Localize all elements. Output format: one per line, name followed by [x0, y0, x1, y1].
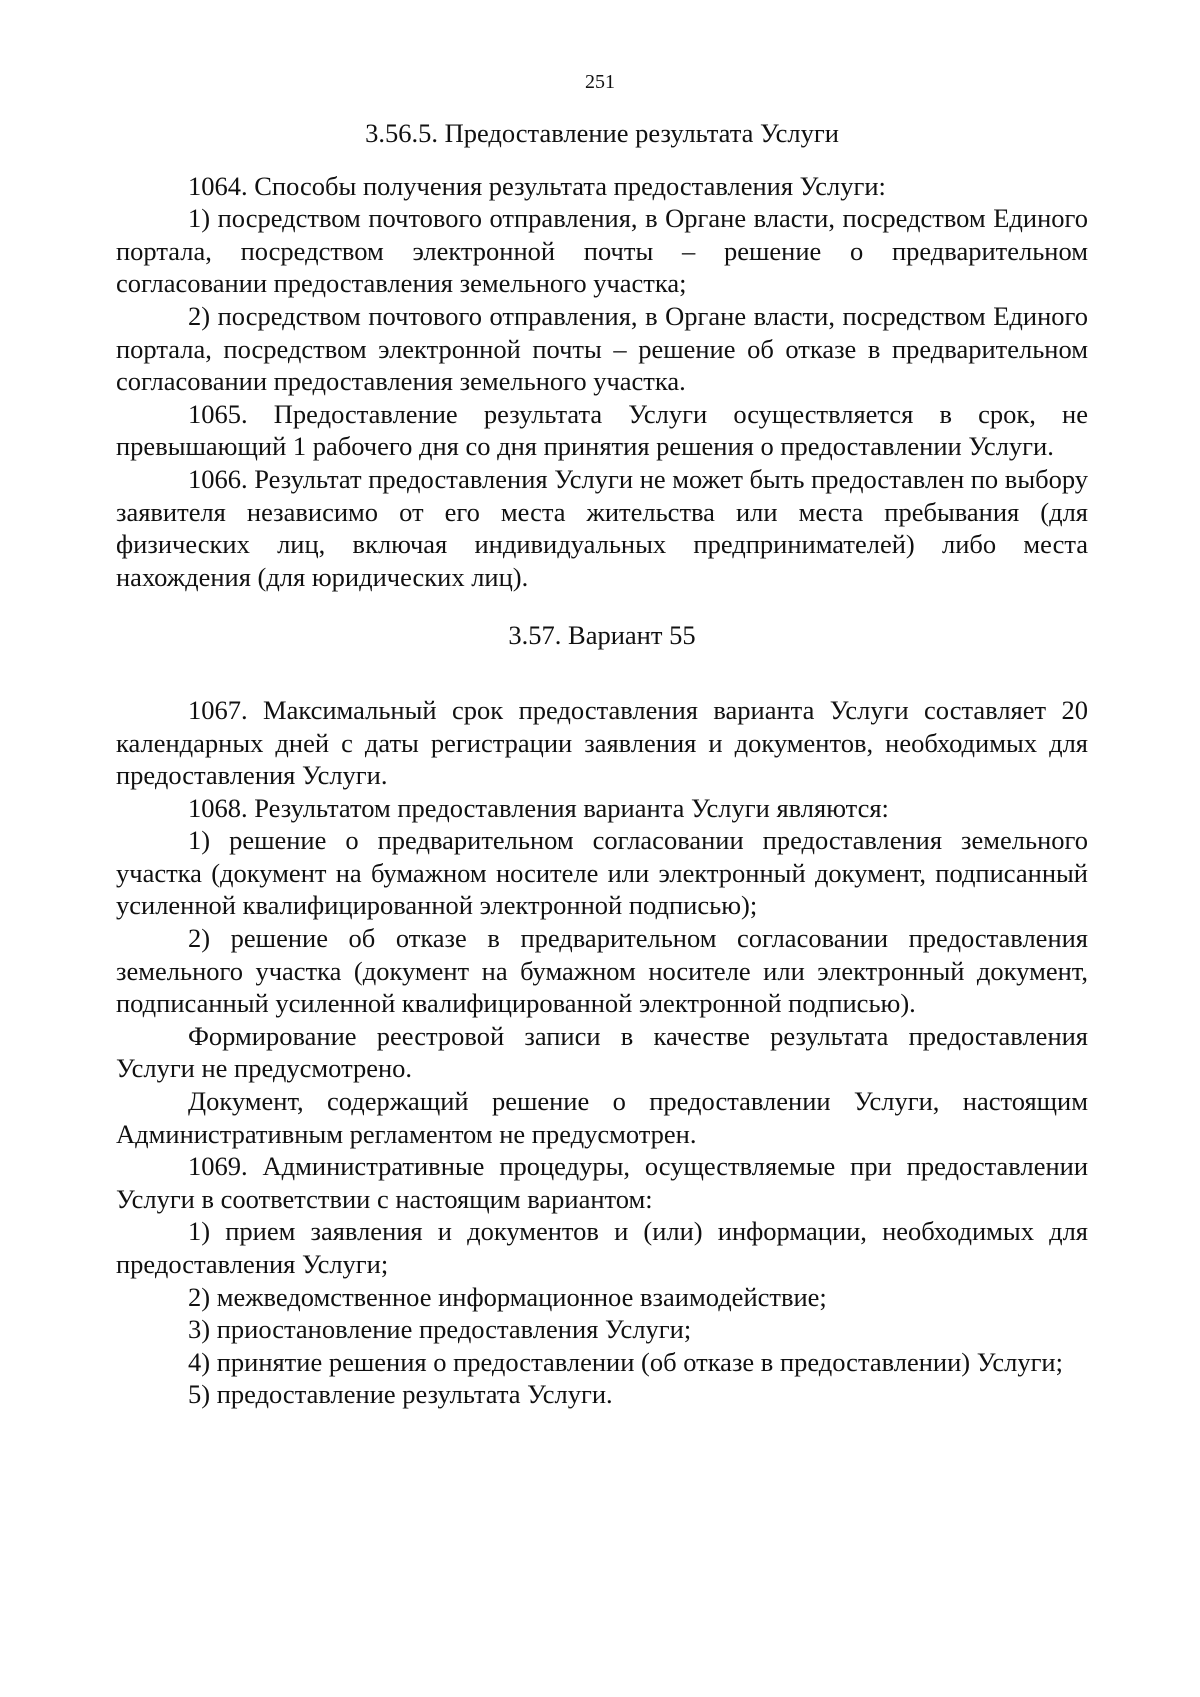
paragraph-1065: 1065. Предоставление результата Услуги осуществляется в срок, не превышающий 1 рабочего дня со дня принятия решения о предоставлении Услуги.: [116, 398, 1088, 462]
paragraph-1066: 1066. Результат предоставления Услуги не может быть предоставлен по выбору заявителя независимо от его места жительства или места пребывания (для физических лиц, включая индивидуальных предпринимателей) либо места нахождения (для юридических лиц).: [116, 463, 1089, 592]
list-item-1068-2: 2) решение об отказе в предварительном согласовании предоставления земельного участка (документ на бумажном носителе или электронный документ, подписанный усиленной квалифицированной электронной подписью).: [116, 923, 1088, 1019]
paragraph-1068: 1068. Результатом предоставления варианта Услуги являются:: [188, 792, 889, 823]
section-block-1: [116, 170, 1088, 594]
list-item-1069-4: 4) принятие решения о предоставлении (об отказе в предоставлении) Услуги;: [188, 1346, 1063, 1377]
list-item-1064-2: 2) посредством почтового отправления, в Органе власти, посредством Единого портала, посредством электронной почты – решение об отказе в предварительном согласовании предоставления земельного участка.: [116, 300, 1088, 397]
list-item-1064-1: 1) посредством почтового отправления, в Органе власти, посредством Единого портала, посредством электронной почты – решение о предварительном согласовании предоставления земельного участка;: [116, 203, 1088, 299]
list-item-1069-5: 5) предоставление результата Услуги.: [188, 1379, 613, 1410]
list-item-1069-1: 1) прием заявления и документов и (или) информации, необходимых для предоставления Услуги;: [116, 1216, 1088, 1279]
section-block-2: [116, 694, 1088, 1411]
list-item-1069-2: 2) межведомственное информационное взаимодействие;: [188, 1281, 827, 1312]
paragraph-registry-record: Формирование реестровой записи в качестве результата предоставления Услуги не предусмотрено.: [116, 1020, 1088, 1084]
document-body: [116, 117, 1088, 1411]
section-heading-3-56-5: 3.56.5. Предоставление результата Услуги: [365, 118, 839, 148]
list-item-1068-1: 1) решение о предварительном согласовании предоставления земельного участка (документ на бумажном носителе или электронный документ, подписанный усиленной квалифицированной электронной подписью);: [116, 825, 1088, 921]
section-heading-3-57: 3.57. Вариант 55: [508, 620, 696, 651]
paragraph-document-decision: Документ, содержащий решение о предоставлении Услуги, настоящим Административным регламентом не предусмотрен.: [116, 1086, 1088, 1149]
paragraph-1069: 1069. Административные процедуры, осуществляемые при предоставлении Услуги в соответствии с настоящим вариантом:: [116, 1151, 1088, 1214]
paragraph-1064: 1064. Способы получения результата предоставления Услуги:: [188, 170, 886, 201]
list-item-1069-3: 3) приостановление предоставления Услуги;: [188, 1314, 692, 1345]
page-number: 251: [585, 71, 615, 93]
paragraph-1067: 1067. Максимальный срок предоставления варианта Услуги составляет 20 календарных дней с даты регистрации заявления и документов, необходимых для предоставления Услуги.: [116, 694, 1088, 791]
